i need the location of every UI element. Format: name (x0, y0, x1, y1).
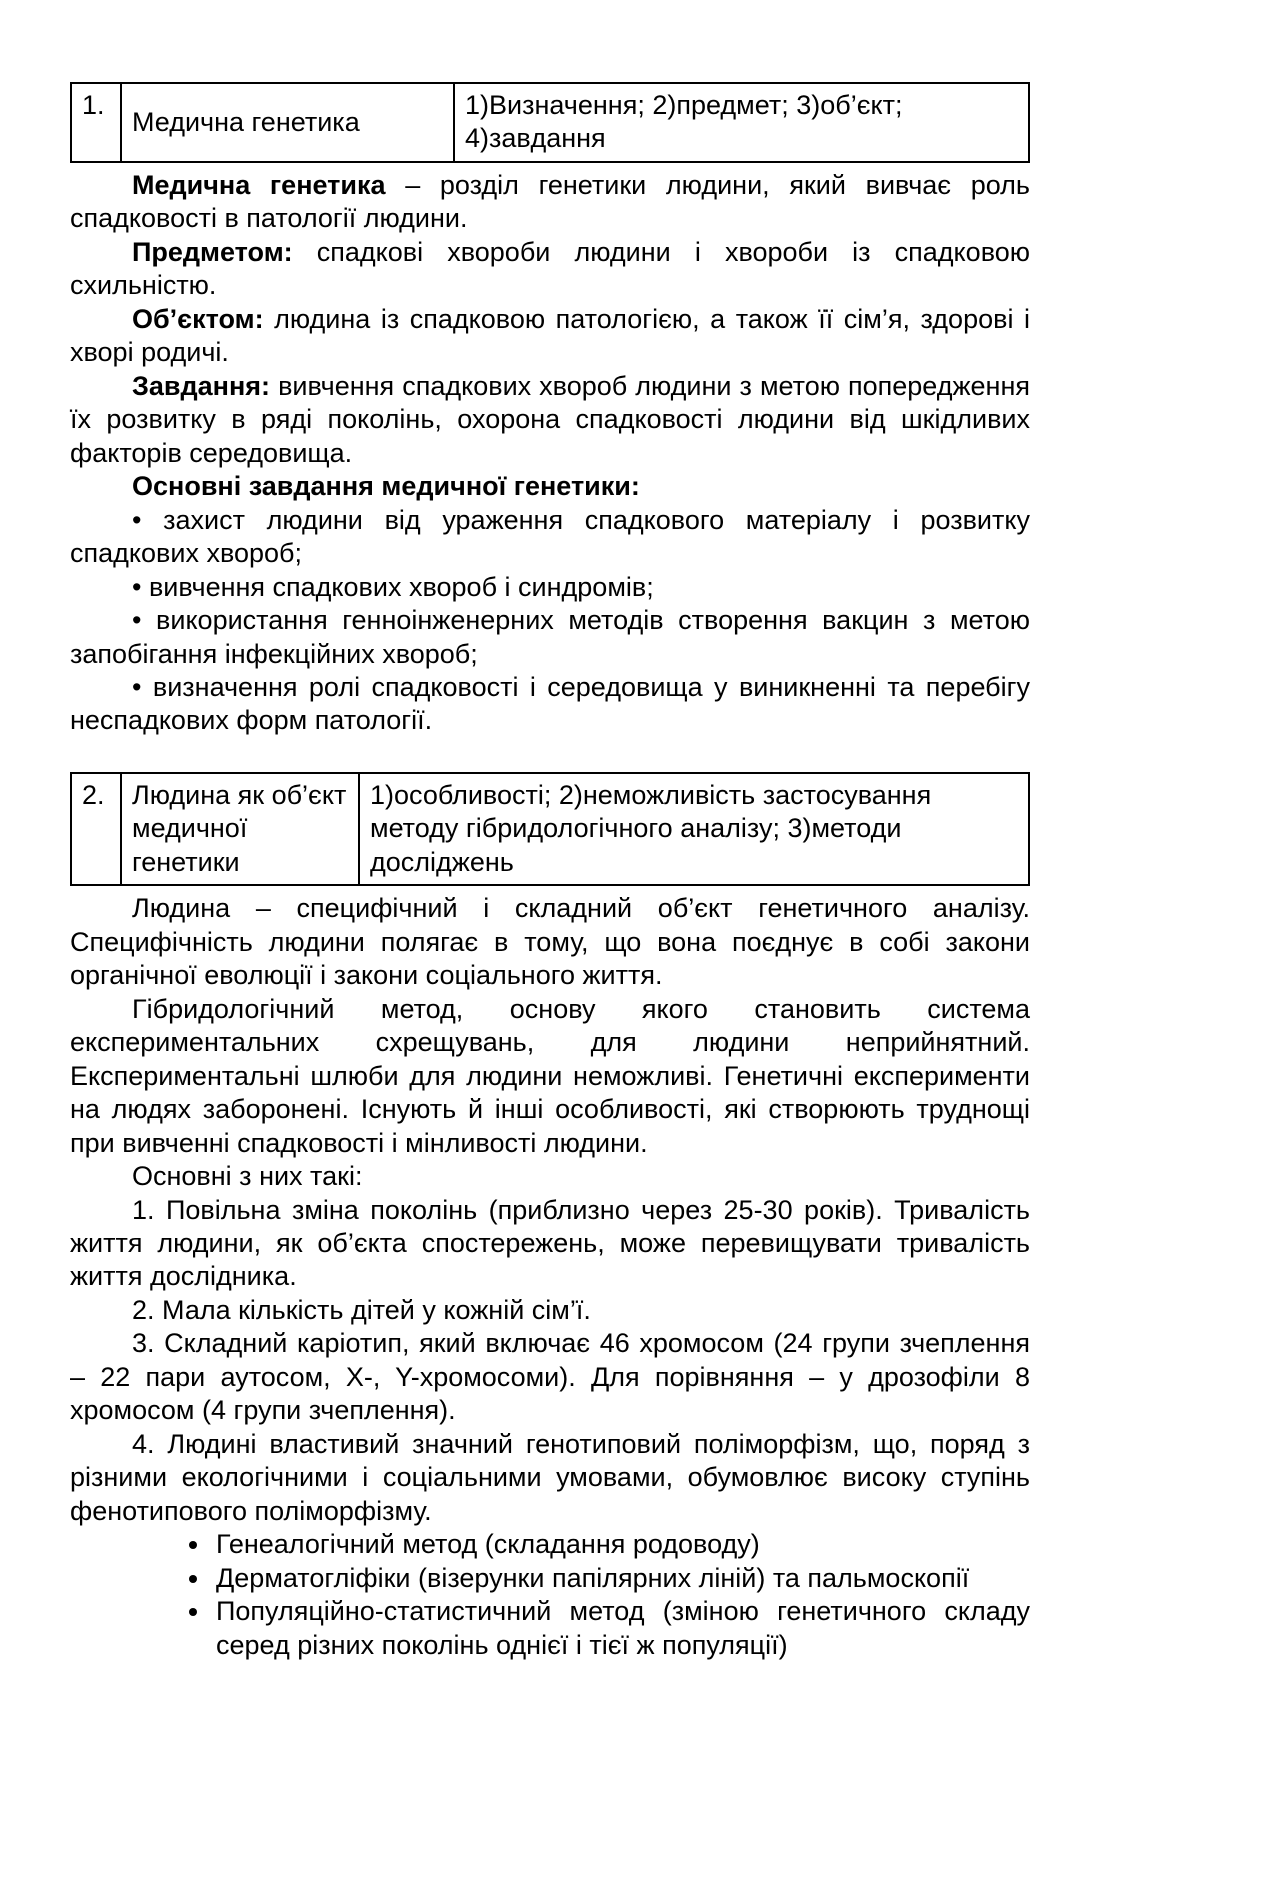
bullet-paragraph (70, 604, 1030, 671)
section-2 (70, 892, 1030, 1662)
document-page (70, 82, 1030, 1662)
paragraph (70, 470, 1030, 503)
numbered-paragraph: 4. Людині властивий значний генотиповий поліморфізм, що, поряд з різними екологічними і соціальними умовами, обумовлює високу ступінь фенотипового поліморфізму. (70, 1428, 1030, 1526)
paragraph: Людина – специфічний і складний об’єкт генетичного аналізу. Специфічність людини полягає в тому, що вона поєднує в собі закони органічної еволюції і закони соціального життя. (70, 893, 1030, 991)
paragraph-text: спадкові хвороби людини і хвороби із спадковою схильністю. (70, 236, 1030, 301)
items-cell: 1)особливості; 2)неможливість застосування методу гібридологічного аналізу; 3)методи досліджень (359, 773, 1029, 885)
items-cell: 1)Визначення; 2)предмет; 3)об’єкт; 4)завдання (454, 83, 1029, 162)
paragraph (70, 303, 1030, 370)
paragraph-text: • визначення ролі спадковості і середовища у виникненні та перебігу неспадкових форм патології. (70, 671, 1030, 736)
paragraph (70, 370, 1030, 470)
methods-bullet-list (70, 1528, 1030, 1662)
row-number-cell: 1. (71, 83, 121, 162)
paragraph (70, 169, 1030, 236)
topic-table-1 (70, 82, 1030, 163)
numbered-paragraph: 1. Повільна зміна поколінь (приблизно через 25-30 років). Тривалість життя людини, як об’єкта спостережень, може перевищувати тривалість життя дослідника. (70, 1194, 1030, 1292)
paragraph-lead: Основні завдання медичної генетики: (132, 471, 640, 502)
list-item: • Популяційно-статистичний метод (зміною генетичного складу серед різних поколінь однієї і тієї ж популяції) (212, 1595, 1030, 1662)
paragraph-text: людина із спадковою патологією, а також її сім’я, здорові і хворі родичі. (70, 303, 1030, 368)
paragraph-text: – розділ генетики людини, який вивчає роль спадковості в патології людини. (70, 169, 1030, 234)
numbered-paragraph: 3. Складний каріотип, який включає 46 хромосом (24 групи зчеплення – 22 пари аутосом, X-, Y-хромосоми). Для порівняння – у дрозофіли 8 хромосом (4 групи зчеплення). (70, 1328, 1030, 1426)
paragraph-lead: Завдання: (132, 370, 271, 401)
topic-cell: Людина як об’єкт медичної генетики (121, 773, 359, 885)
bullet-paragraph (70, 504, 1030, 571)
paragraph (70, 236, 1030, 303)
list-item: • Дерматогліфіки (візерунки папілярних ліній) та пальмоскопії (212, 1562, 1030, 1595)
paragraph-lead: Предметом: (132, 236, 293, 267)
paragraph-text: • захист людини від ураження спадкового матеріалу і розвитку спадкових хвороб; (70, 504, 1030, 569)
paragraph-text: • вивчення спадкових хвороб і синдромів; (132, 571, 654, 602)
topic-cell: Медична генетика (121, 83, 454, 162)
paragraph-text: вивчення спадкових хвороб людини з метою попередження їх розвитку в ряді поколінь, охорона спадковості людини від шкідливих факторів середовища. (70, 370, 1030, 468)
numbered-paragraph: 2. Мала кількість дітей у кожній сім’ї. (132, 1294, 591, 1325)
row-number-cell: 2. (71, 773, 121, 885)
topic-table-2 (70, 772, 1030, 886)
paragraph: Основні з них такі: (132, 1161, 363, 1192)
list-item: • Генеалогічний метод (складання родоводу) (212, 1528, 1030, 1561)
table-row (71, 83, 1029, 162)
paragraph-lead: Медична генетика (132, 169, 386, 200)
bullet-paragraph (70, 571, 1030, 604)
paragraph: Гібридологічний метод, основу якого становить система експериментальних схрещувань, для людини неприйнятний. Експериментальні шлюби для людини неможливі. Генетичні експерименти на людях заборонені. Існують й інші особливості, які створюють труднощі при вивченні спадковості і мінливості людини. (70, 993, 1030, 1158)
table-row (71, 773, 1029, 885)
paragraph-text: • використання генноінженерних методів створення вакцин з метою запобігання інфекційних хвороб; (70, 605, 1030, 669)
bullet-paragraph (70, 671, 1030, 738)
section-1 (70, 169, 1030, 738)
paragraph-lead: Об’єктом: (132, 303, 264, 334)
